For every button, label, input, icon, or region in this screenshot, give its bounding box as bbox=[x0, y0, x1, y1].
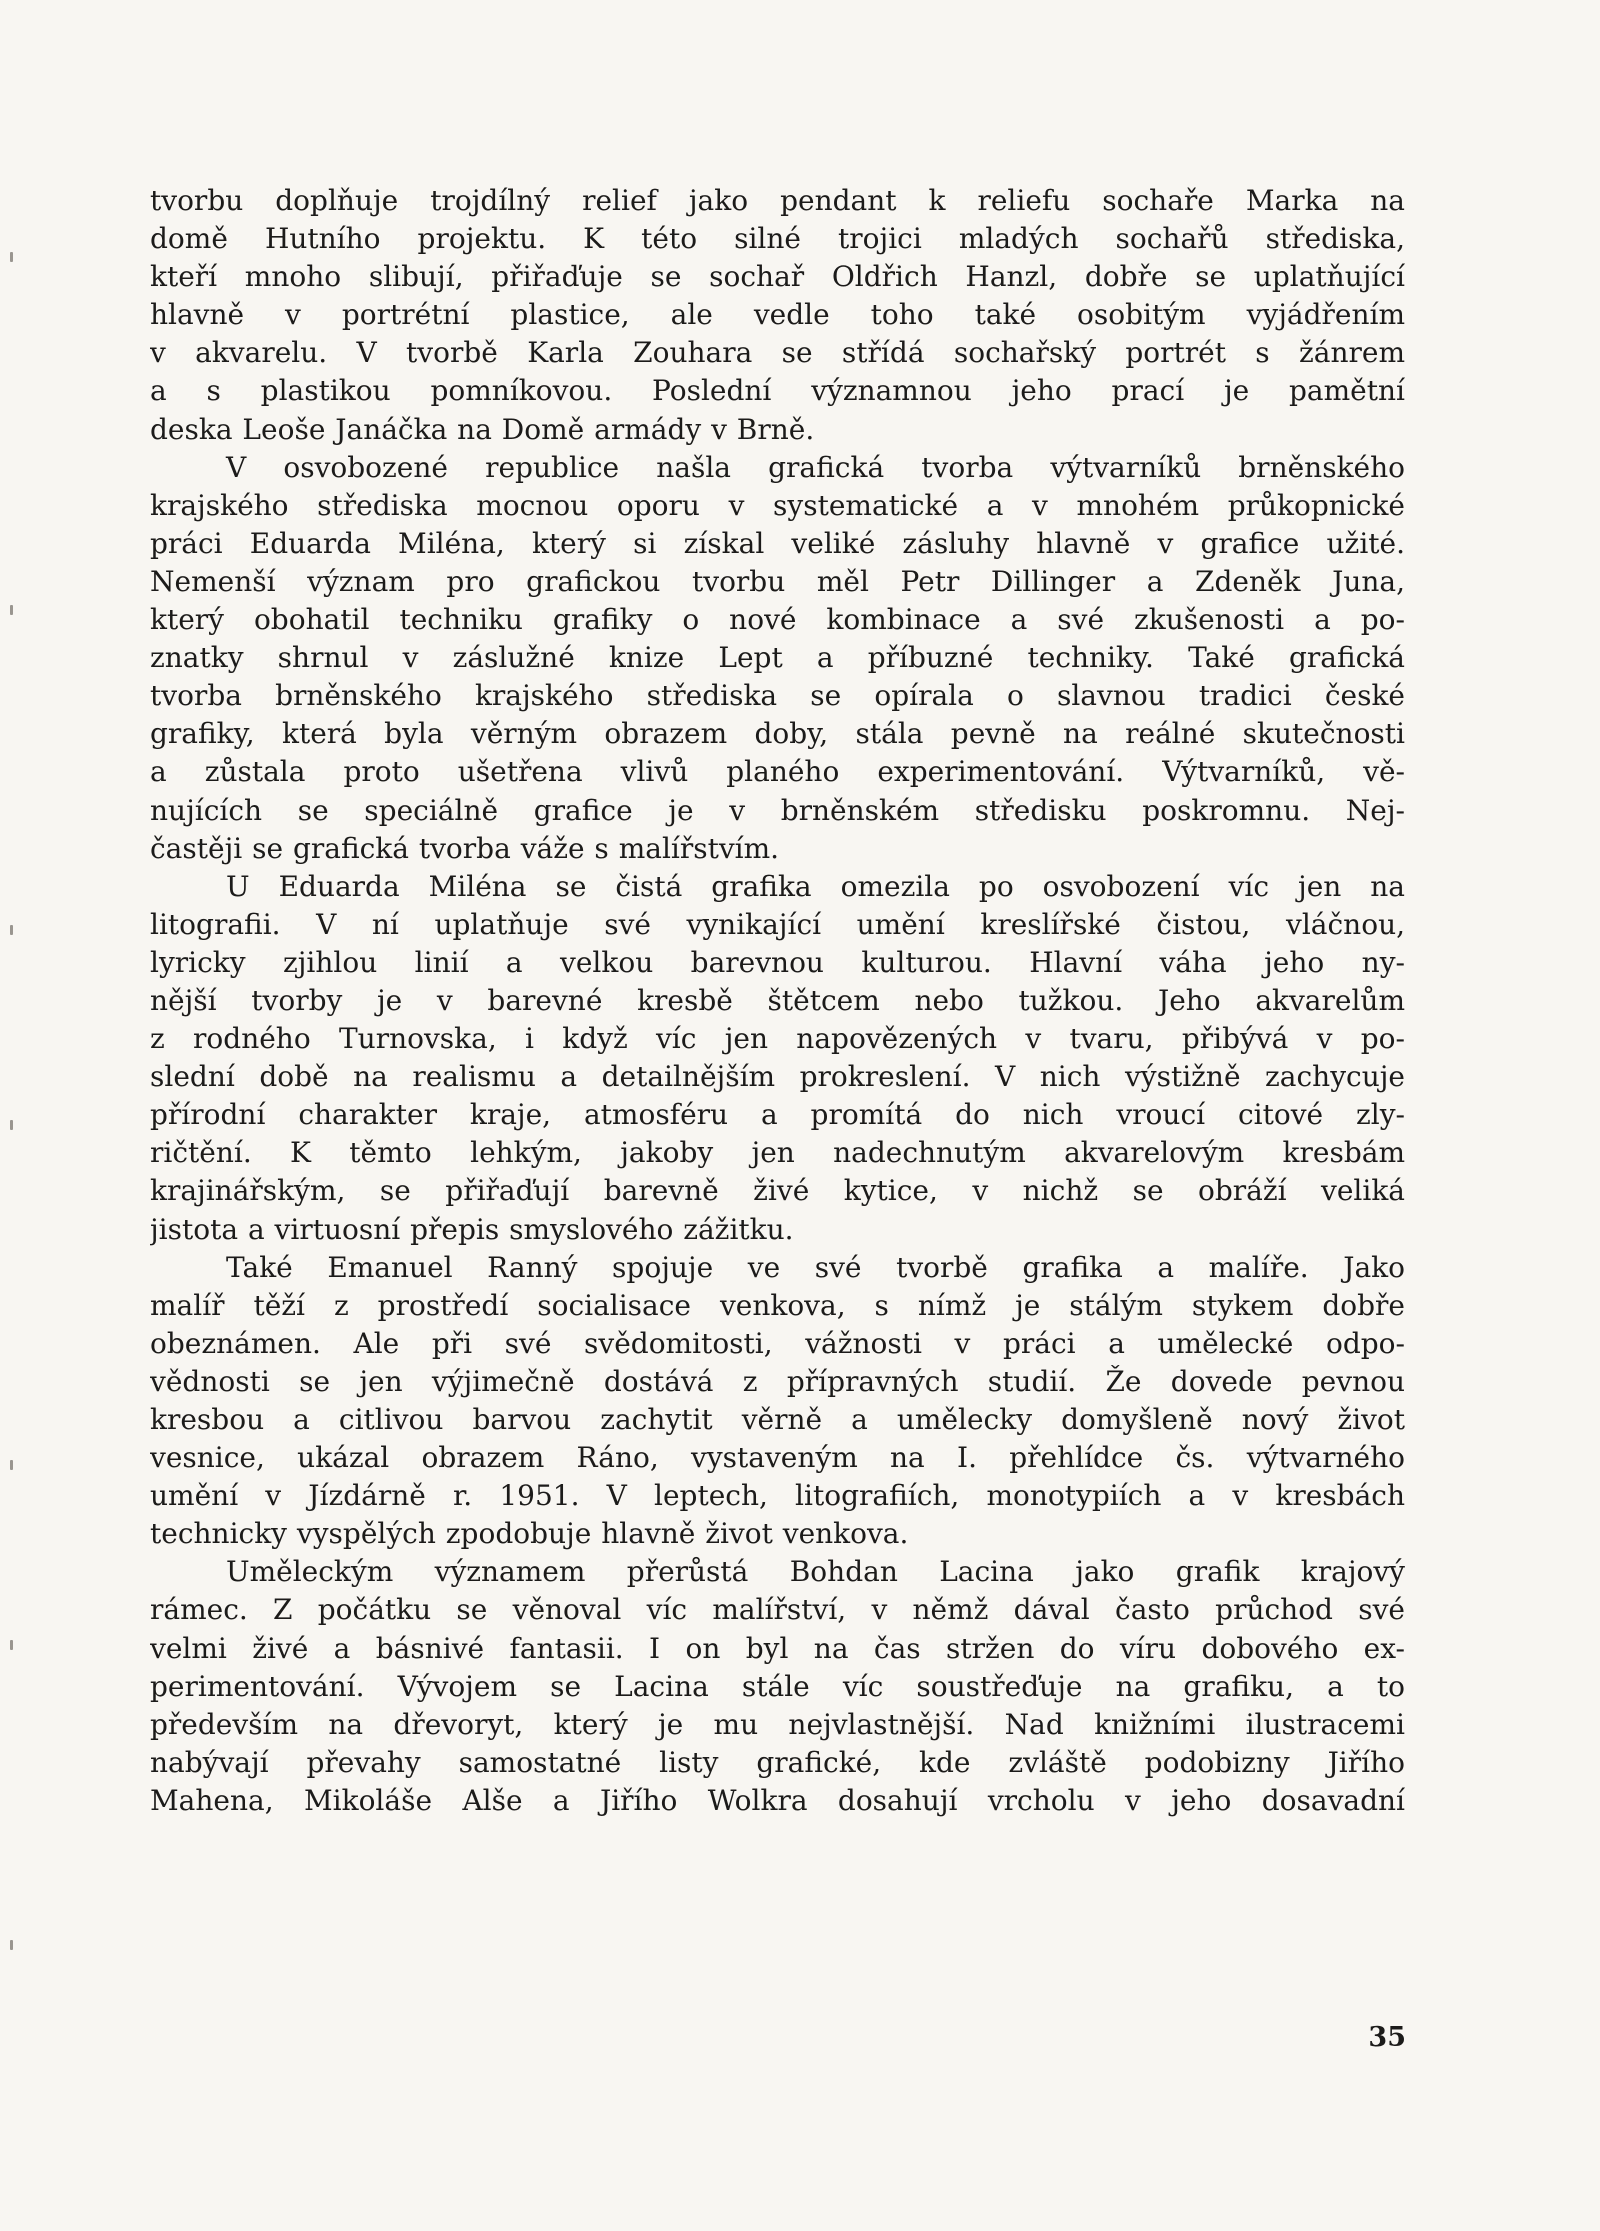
text-line-content: hlavně v portrétní plastice, ale vedle toho také osobitým vyjádřením bbox=[150, 298, 1405, 332]
text-line bbox=[150, 296, 1405, 334]
text-line bbox=[150, 1553, 1405, 1591]
text-line bbox=[150, 449, 1405, 487]
text-line-content: v akvarelu. V tvorbě Karla Zouhara se střídá sochařský portrét s žánrem bbox=[150, 336, 1405, 370]
margin-mark bbox=[10, 1940, 13, 1950]
text-line bbox=[150, 715, 1405, 753]
text-line bbox=[150, 982, 1405, 1020]
text-line-content: velmi živé a básnivé fantasii. I on byl na čas stržen do víru dobového ex- bbox=[150, 1631, 1405, 1665]
text-line bbox=[150, 1287, 1405, 1325]
text-line-content: technicky vyspělých zpodobuje hlavně život venkova. bbox=[150, 1517, 909, 1551]
text-line bbox=[150, 1058, 1405, 1096]
text-line bbox=[150, 1591, 1405, 1629]
text-line-content: umění v Jízdárně r. 1951. V leptech, litografiích, monotypiích a v kresbách bbox=[150, 1479, 1405, 1513]
text-line-content: a s plastikou pomníkovou. Poslední významnou jeho prací je pamětní bbox=[150, 374, 1405, 408]
margin-mark bbox=[10, 605, 13, 615]
margin-mark bbox=[10, 1640, 13, 1650]
paragraph bbox=[150, 1553, 1405, 1820]
text-line bbox=[150, 525, 1405, 563]
text-line-content: který obohatil techniku grafiky o nové kombinace a své zkušenosti a po- bbox=[150, 603, 1405, 637]
text-line-content: znatky shrnul v záslužné knize Lept a příbuzné techniky. Také grafická bbox=[150, 641, 1405, 675]
text-line-content: litografii. V ní uplatňuje své vynikající umění kreslířské čistou, vláčnou, bbox=[150, 907, 1405, 941]
text-line-content: Mahena, Mikoláše Alše a Jiřího Wolkra dosahují vrcholu v jeho dosavadní bbox=[150, 1783, 1405, 1817]
text-line-content: domě Hutního projektu. K této silné trojici mladých sochařů střediska, bbox=[150, 222, 1405, 256]
text-line-content: především na dřevoryt, který je mu nejvlastnější. Nad knižními ilustracemi bbox=[150, 1707, 1405, 1741]
text-line bbox=[150, 1706, 1405, 1744]
text-line bbox=[150, 1782, 1405, 1820]
text-line bbox=[150, 677, 1405, 715]
text-line bbox=[150, 944, 1405, 982]
text-line bbox=[150, 1401, 1405, 1439]
text-line bbox=[150, 792, 1405, 830]
text-line-content: jistota a virtuosní přepis smyslového zážitku. bbox=[150, 1212, 794, 1246]
text-line-content: vesnice, ukázal obrazem Ráno, vystaveným na I. přehlídce čs. výtvarného bbox=[150, 1441, 1405, 1475]
page-number: 35 bbox=[1368, 2022, 1406, 2053]
text-line-content: práci Eduarda Miléna, který si získal veliké zásluhy hlavně v grafice užité. bbox=[150, 526, 1405, 560]
text-line-content: krajského střediska mocnou oporu v systematické a v mnohém průkopnické bbox=[150, 488, 1405, 522]
text-line-content: obeznámen. Ale při své svědomitosti, vážnosti v práci a umělecké odpo- bbox=[150, 1326, 1405, 1360]
paragraph bbox=[150, 449, 1405, 868]
text-line bbox=[150, 1668, 1405, 1706]
text-line-content: vědnosti se jen výjimečně dostává z přípravných studií. Že dovede pevnou bbox=[150, 1364, 1405, 1398]
text-line-content: přírodní charakter kraje, atmosféru a promítá do nich vroucí citové zly- bbox=[150, 1098, 1405, 1132]
text-line bbox=[150, 1630, 1405, 1668]
text-line bbox=[150, 1325, 1405, 1363]
text-line-content: Uměleckým významem přerůstá Bohdan Lacina jako grafik krajový bbox=[226, 1555, 1405, 1589]
text-line-content: grafiky, která byla věrným obrazem doby, stála pevně na reálné skutečnosti bbox=[150, 717, 1405, 751]
text-line bbox=[150, 1096, 1405, 1134]
body-text bbox=[150, 182, 1405, 1820]
text-line-content: tvorba brněnského krajského střediska se opírala o slavnou tradici české bbox=[150, 679, 1405, 713]
text-line bbox=[150, 258, 1405, 296]
text-line bbox=[150, 220, 1405, 258]
text-line bbox=[150, 1249, 1405, 1287]
paragraph bbox=[150, 182, 1405, 449]
margin-mark bbox=[10, 252, 13, 262]
text-line-content: Také Emanuel Ranný spojuje ve své tvorbě grafika a malíře. Jako bbox=[226, 1250, 1405, 1284]
text-line-content: rámec. Z počátku se věnoval víc malířství, v němž dával často průchod své bbox=[150, 1593, 1405, 1627]
text-line bbox=[150, 563, 1405, 601]
text-line-content: tvorbu doplňuje trojdílný relief jako pendant k reliefu sochaře Marka na bbox=[150, 184, 1405, 217]
text-line-content: z rodného Turnovska, i když víc jen napovězených v tvaru, přibývá v po- bbox=[150, 1022, 1405, 1056]
text-line-content: malíř těží z prostředí socialisace venkova, s nímž je stálým stykem dobře bbox=[150, 1288, 1405, 1322]
text-line bbox=[150, 487, 1405, 525]
text-line bbox=[150, 753, 1405, 791]
text-line bbox=[150, 1020, 1405, 1058]
text-line bbox=[150, 411, 1405, 449]
margin-mark bbox=[10, 925, 13, 935]
paragraph bbox=[150, 868, 1405, 1249]
margin-mark bbox=[10, 1120, 13, 1130]
text-line bbox=[150, 1477, 1405, 1515]
text-line-content: nabývají převahy samostatné listy grafické, kde zvláště podobizny Jiřího bbox=[150, 1745, 1405, 1779]
text-line bbox=[150, 830, 1405, 868]
margin-mark bbox=[10, 1460, 13, 1470]
text-line bbox=[150, 372, 1405, 410]
text-line-content: lyricky zjihlou linií a velkou barevnou kulturou. Hlavní váha jeho ny- bbox=[150, 945, 1405, 979]
text-line bbox=[150, 601, 1405, 639]
text-line-content: krajinářským, se přiřaďují barevně živé kytice, v nichž se obráží veliká bbox=[150, 1174, 1405, 1208]
text-line-content: kteří mnoho slibují, přiřaďuje se sochař Oldřich Hanzl, dobře se uplatňující bbox=[150, 260, 1405, 294]
text-line-content: častěji se grafická tvorba váže s malířstvím. bbox=[150, 831, 780, 865]
text-line-content: U Eduarda Miléna se čistá grafika omezila po osvobození víc jen na bbox=[226, 869, 1405, 903]
text-line-content: ričtění. K těmto lehkým, jakoby jen nadechnutým akvarelovým kresbám bbox=[150, 1136, 1405, 1170]
text-line bbox=[150, 1172, 1405, 1210]
text-line bbox=[150, 1515, 1405, 1553]
text-line-content: a zůstala proto ušetřena vlivů planého experimentování. Výtvarníků, vě- bbox=[150, 755, 1405, 789]
text-line bbox=[150, 182, 1405, 220]
text-line-content: perimentování. Vývojem se Lacina stále víc soustřeďuje na grafiku, a to bbox=[150, 1669, 1405, 1703]
text-line bbox=[150, 1211, 1405, 1249]
text-line-content: nější tvorby je v barevné kresbě štětcem nebo tužkou. Jeho akvarelům bbox=[150, 983, 1405, 1017]
text-line bbox=[150, 906, 1405, 944]
text-line-content: nujících se speciálně grafice je v brněnském středisku poskromnu. Nej- bbox=[150, 793, 1405, 827]
text-line bbox=[150, 639, 1405, 677]
text-line bbox=[150, 868, 1405, 906]
text-line bbox=[150, 1363, 1405, 1401]
text-line bbox=[150, 1439, 1405, 1477]
text-line-content: kresbou a citlivou barvou zachytit věrně a umělecky domyšleně nový život bbox=[150, 1403, 1405, 1436]
text-line-content: slední době na realismu a detailnějším prokreslení. V nich výstižně zachycuje bbox=[150, 1060, 1405, 1094]
text-line-content: V osvobozené republice našla grafická tvorba výtvarníků brněnského bbox=[226, 450, 1405, 484]
text-line-content: Nemenší význam pro grafickou tvorbu měl Petr Dillinger a Zdeněk Juna, bbox=[150, 564, 1405, 598]
text-line bbox=[150, 334, 1405, 372]
paragraph bbox=[150, 1249, 1405, 1554]
text-line bbox=[150, 1744, 1405, 1782]
text-line bbox=[150, 1134, 1405, 1172]
text-line-content: deska Leoše Janáčka na Domě armády v Brně. bbox=[150, 412, 815, 446]
